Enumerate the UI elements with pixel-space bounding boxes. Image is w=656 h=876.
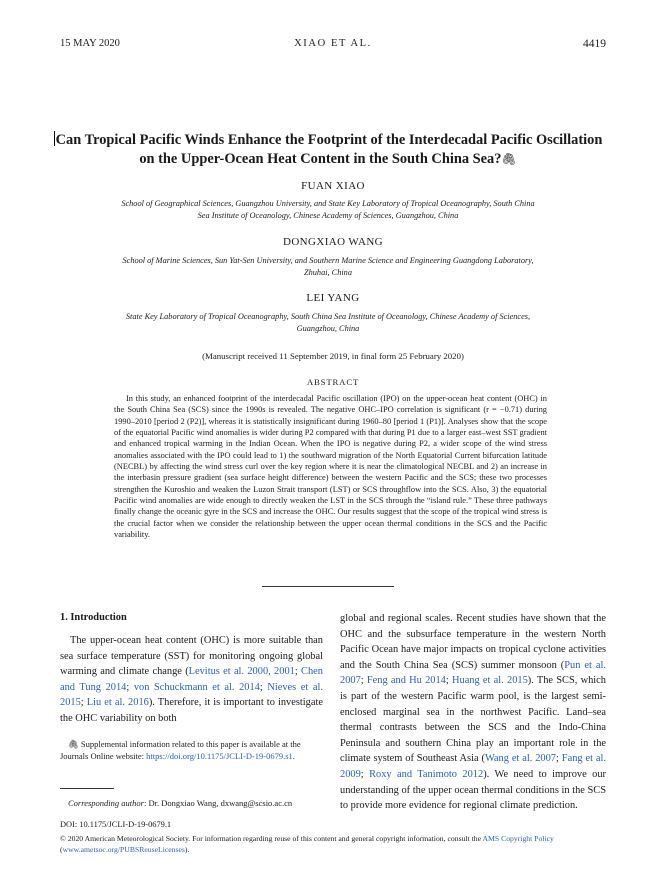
body-text: ; (556, 753, 562, 765)
body-text: ; (360, 675, 367, 687)
running-head (60, 38, 606, 54)
supplement-period: . (292, 750, 295, 761)
corresponding-details: : Dr. Dongxiao Wang, dxwang@scsio.ac.cn (143, 798, 293, 808)
reuse-licenses-link[interactable]: www.ametsoc.org/PUBSReuseLicenses (62, 844, 185, 854)
author-name: LEI YANG (306, 292, 360, 304)
body-text: ; (259, 681, 268, 693)
author-name: DONGXIAO WANG (282, 236, 384, 248)
affiliation-line: Zhuhai, China (304, 268, 352, 278)
corresponding-label: Corresponding author (68, 798, 144, 808)
copyright-notice (60, 834, 606, 855)
running-head-authors: XIAO ET AL. (294, 38, 372, 49)
supplement-link[interactable]: https://doi.org/10.1175/JCLI-D-19-0679.s1 (146, 750, 293, 761)
title-line-1: Can Tropical Pacific Winds Enhance the Footprint of the Interdecadal Pacific Oscillation (55, 132, 603, 148)
author-affiliation (78, 311, 578, 335)
footnote-rule (60, 788, 114, 789)
affiliation-line: Guangzhou, China (296, 324, 360, 334)
title-line-2: on the Upper-Ocean Heat Content in the South China Sea? (139, 150, 502, 167)
copyright-policy-link[interactable]: AMS Copyright Policy (482, 834, 554, 843)
text-cursor (54, 131, 55, 146)
citation-link[interactable]: Feng and Hu 2014 (366, 675, 446, 687)
supplement-footnote (60, 739, 323, 762)
citation-link[interactable]: Nieves et al. 2015 (60, 681, 323, 709)
body-text: ; (360, 768, 370, 780)
citation-link[interactable]: Liu et al. 2016 (86, 697, 149, 709)
supplement-text: Supplemental information related to this paper is available at the Journals Online website: (60, 739, 301, 761)
citation-link[interactable]: Pun et al. 2007 (340, 659, 607, 687)
citation-link[interactable]: Levitus et al. 2000, 2001 (188, 666, 295, 678)
affiliation-line: Sea Institute of Oceanology, Chinese Academy of Sciences, Guangzhou, China (197, 211, 459, 221)
body-text: ; (80, 697, 87, 709)
author-affiliation (78, 255, 578, 279)
body-text: The upper-ocean heat content (OHC) is more suitable than sea surface temperature (SST) for monitoring ongoing global warming and climate change ( (60, 635, 323, 678)
intro-right-column (340, 611, 606, 814)
affiliation-line: School of Geographical Sciences, Guangzhou University, and State Key Laboratory of Tropical Oceanography, South China (121, 199, 535, 208)
body-text: ). We need to improve our understanding of the upper ocean thermal conditions in the SCS to provide more evidence for regional climate prediction. (340, 768, 606, 812)
body-text: ). The SCS, which is part of the western Pacific warm pool, is the largest semi-enclosed marginal sea in the northwest Pacific. Land–sea thermal contrasts between the SCS and the Indo-China Peninsula and southern China play an important role in the climate system of Southeast Asia ( (340, 675, 606, 765)
citation-link[interactable]: Roxy and Tanimoto 2012 (369, 768, 484, 780)
abstract-heading: ABSTRACT (306, 377, 360, 387)
page-number: 4419 (583, 38, 606, 50)
section-heading: 1. Introduction (60, 612, 127, 623)
citation-link[interactable]: Wang et al. 2007 (484, 753, 556, 765)
author-name: FUAN XIAO (301, 180, 365, 192)
citation-link[interactable]: Huang et al. 2015 (452, 675, 528, 687)
received-date: (Manuscript received 11 September 2019, in final form 25 February 2020) (202, 351, 464, 361)
article-title (40, 131, 616, 168)
body-text: global and regional scales. Recent studies have shown that the OHC and the subsurface temperature in the western North Pacific Ocean have major impacts on tropical cyclone activities and the South China Sea (SCS) summer monsoon ( (340, 613, 606, 671)
citation-link[interactable]: Chen and Tung 2014 (60, 666, 323, 693)
running-head-date: 15 MAY 2020 (60, 38, 120, 49)
copyright-paren: ( (60, 844, 63, 854)
affiliation-line: School of Marine Sciences, Sun Yat-Sen University, and Southern Marine Science and Engineering Guangdong Laboratory, (122, 256, 534, 265)
citation-link[interactable]: von Schuckmann et al. 2014 (133, 681, 260, 693)
body-text: ; (445, 675, 452, 687)
abstract-text: In this study, an enhanced footprint of the interdecadal Pacific oscillation (IPO) on the upper-ocean heat content (OHC) in the South China Sea (SCS) since the 1990s is revealed. The negative OHC–IPO correlation is significant (r = −0.71) during 1990–2010 [period 2 (P2)], whereas it is statistically insignificant during 1960–80 [period 1 (P1)]. Analyses show that the scope of the equatorial Pacific wind anomalies is wider during P2 compared with that during P1 due to a larger east–west SST gradient and enhanced tropical warming in the Indian Ocean. When the IPO is negative during P2, a wider scope of the wind stress anomalies associated with the IPO could lead to 1) the southward migration of the North Equatorial Current bifurcation latitude (NECBL) by affecting the wind stress curl over the key region where it is near the climatological NECBL and 2) an increase in the interbasin pressure gradient (sea surface height difference) between the western Pacific and the SCS; these two processes strengthen the Kuroshio and weaken the Luzon Strait transport (LST) or SCS throughflow into the SCS. Also, 3) the equatorial Pacific wind anomalies are wide enough to directly weaken the LST in the SCS through the “island rule.” These three pathways finally change the oceanic gyre in the SCS and increase the OHC. Our results suggest that the scope of the tropical wind stress is the crucial factor when we consider the relationship between the upper ocean thermal conditions in the SCS and the Pacific variability. (114, 394, 547, 540)
intro-left-column (60, 633, 323, 727)
affiliation-line: State Key Laboratory of Tropical Oceanography, South China Sea Institute of Oceanology, Chinese Academy of Sciences, (125, 312, 531, 321)
paperclip-icon[interactable]: 🖇 (501, 151, 517, 166)
doi: DOI: 10.1175/JCLI-D-19-0679.1 (60, 820, 172, 829)
copyright-text: © 2020 American Meteorological Society. For information regarding reuse of this content and general copyright information, consult the (60, 834, 483, 843)
section-divider (262, 586, 394, 587)
copyright-end: ). (184, 844, 190, 854)
author-affiliation (78, 198, 578, 222)
body-text: ; (294, 666, 302, 678)
citation-link[interactable]: Fang et al. 2009 (340, 753, 606, 780)
corresponding-author (60, 798, 323, 808)
body-text: ; (126, 681, 134, 693)
body-text: ). Therefore, it is important to investigate the OHC variability on both (60, 697, 323, 724)
paperclip-icon: 🖇 (68, 739, 79, 749)
